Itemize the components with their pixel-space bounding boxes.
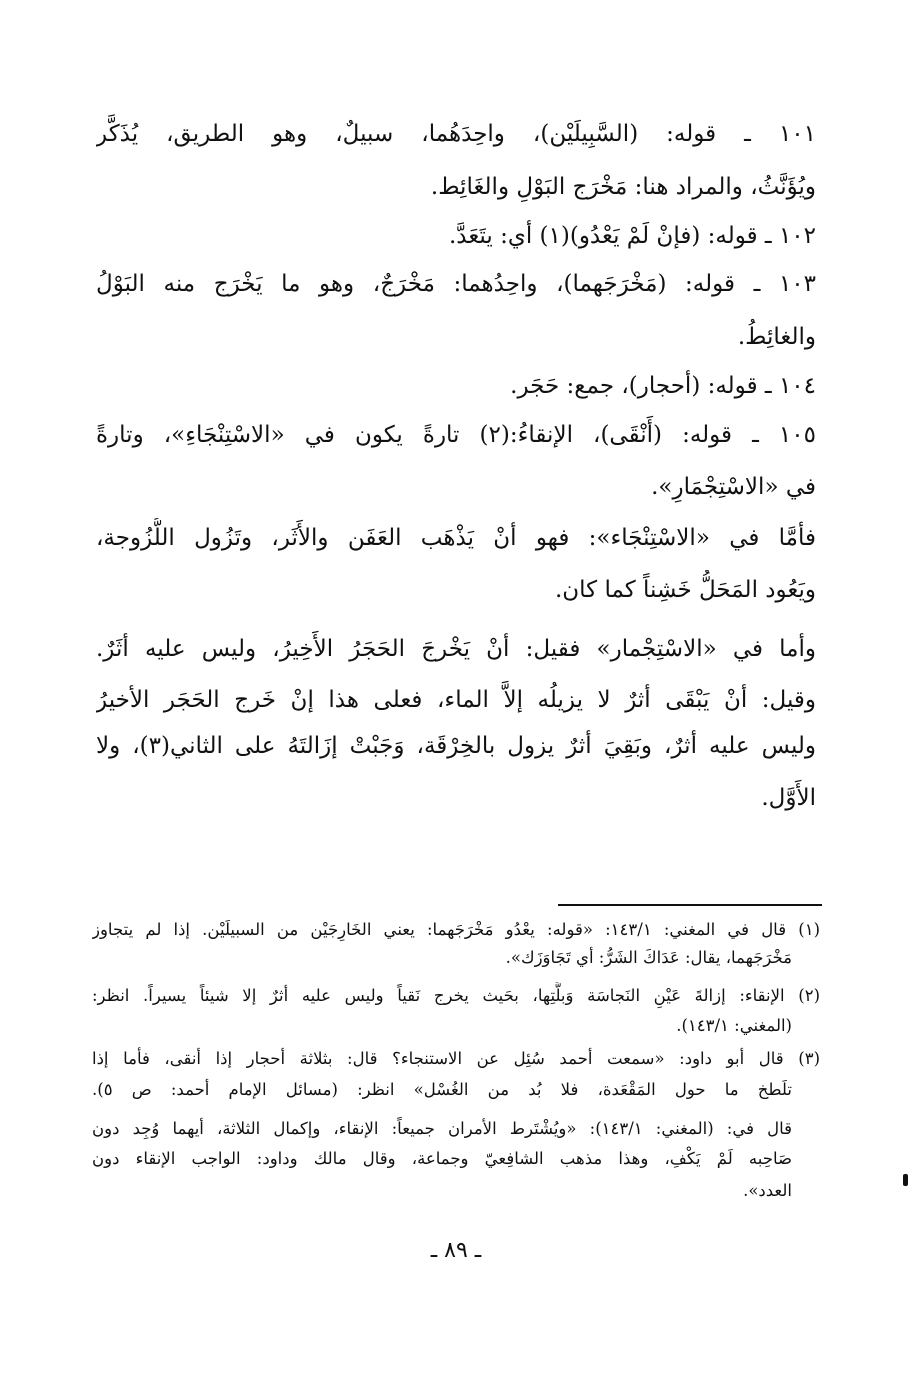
text-line: ١٠٣ ـ قوله: (مَخْرَجَهما)، واحِدُهما: مَخْرَجٌ، وهو ما يَخْرَج منه البَوْلُ	[96, 271, 816, 297]
scan-mark	[903, 1174, 908, 1186]
text-line: ١٠١ ـ قوله: (السَّبِيلَيْن)، واحِدَهُما، سبيلٌ، وهو الطريق، يُذَكَّر	[96, 121, 816, 147]
text-line: في «الاسْتِجْمَارِ».	[651, 474, 816, 500]
text-line: ١٠٥ ـ قوله: (أَنْقَى)، الإنقاءُ:(٢) تارةً يكون في «الاسْتِنْجَاءِ»، وتارةً	[96, 422, 816, 448]
footnote-line: تلَطخ ما حول المَقْعَدة، فلا بُد من الغُسْل» انظر: (مسائل الإمام أحمد: ص ٥).	[92, 1080, 792, 1099]
text-line: وقيل: أنْ يَبْقَى أثرٌ لا يزيلُه إلاَّ الماء، فعلى هذا إنْ خَرج الحَجَر الأخيرُ	[96, 687, 816, 713]
footnote-line: (المغني: ١٤٣/١).	[676, 1016, 792, 1035]
text-line: الأَوَّل.	[761, 785, 816, 811]
footnote-line: مَخْرَجَهما، يقال: عَدَاكَ الشَرُّ: أي تَجَاوَزَك».	[505, 948, 792, 967]
text-line: ويُؤَنَّثُ، والمراد هنا: مَخْرَج البَوْلِ والغَائِط.	[430, 174, 816, 200]
text-line: وأما في «الاسْتِجْمار» فقيل: أنْ يَخْرجَ الحَجَرُ الأَخِيرُ، وليس عليه أثَرٌ.	[96, 636, 816, 662]
footnote-line: قال في: (المغني: ١٤٣/١): «ويُشْتَرط الأمران جميعاً: الإنقاء، وإكمال الثلاثة، أيهما وُجِد دون	[92, 1119, 792, 1138]
footnote-separator	[558, 904, 822, 906]
text-line: فأمَّا في «الاسْتِنْجَاء»: فهو أنْ يَذْهَب العَفَن والأَثَر، وتَزُول اللُّزُوجة،	[96, 525, 816, 551]
text-line: ويَعُود المَحَلُّ خَشِناً كما كان.	[554, 577, 816, 603]
page-number: ـ ٨٩ ـ	[430, 1238, 482, 1263]
footnote-line: (١) قال في المغني: ١٤٣/١: «قوله: يعْدُو مَخْرَجَهما: يعني الخَارِجَيْن من السبيلَيْن. إذا لم يتجاوز	[92, 920, 820, 939]
text-line: وليس عليه أثرٌ، وبَقِيَ أثرٌ يزول بالخِرْقَة، وَجَبْتْ إزَالتَهُ على الثاني(٣)، ولا	[96, 733, 816, 759]
footnote-line: (٣) قال أبو داود: «سمعت أحمد سُئِل عن الاستنجاء؟ قال: بثلاثة أحجار إذا أنقى، فأما إذا	[92, 1049, 820, 1068]
footnote-line: صَاحِبه لَمْ يَكْفِ، وهذا مذهب الشافِعيّ وجماعة، وقال مالك وداود: الواجب الإنقاء دون	[92, 1149, 792, 1168]
text-line: ١٠٢ ـ قوله: (فإنْ لَمْ يَعْدُو)(١) أي: يتَعَدَّ.	[448, 223, 816, 249]
text-line: ١٠٤ ـ قوله: (أحجار)، جمع: حَجَر.	[510, 373, 816, 399]
text-line: والغائِطُ.	[737, 324, 816, 350]
footnote-line: (٢) الإنقاء: إزالةَ عَيْنِ النَجاسَة وَبلَّتِها، بحَيث يخرج نَقياً وليس عليه أثرٌ إلا شيئاً يسيراً. انظر:	[92, 986, 820, 1005]
footnote-line: العدد».	[743, 1181, 792, 1200]
